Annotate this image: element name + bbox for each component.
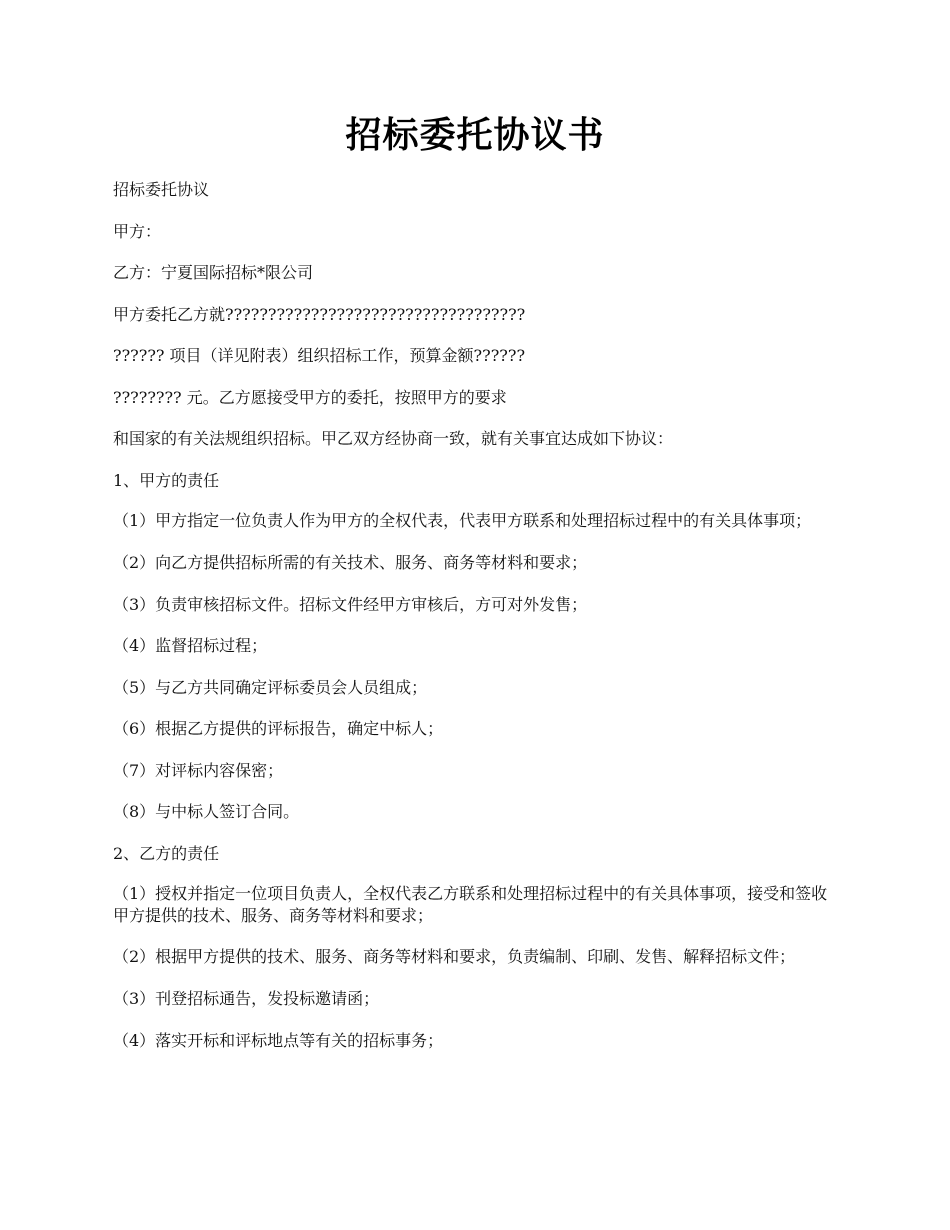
list-item: （5）与乙方共同确定评标委员会人员组成； xyxy=(113,677,428,697)
paragraph-entrust-line-2: ?????? 项目（详见附表）组织招标工作，预算金额?????? xyxy=(113,346,526,365)
document-body xyxy=(113,178,838,1070)
paragraph-party-a: 甲方： xyxy=(113,221,162,241)
paragraph-party-b: 乙方：宁夏国际招标*限公司 xyxy=(113,263,314,282)
list-item: （1）甲方指定一位负责人作为甲方的全权代表，代表甲方联系和处理招标过程中的有关具体事项； xyxy=(113,511,812,530)
paragraph-entrust-line-1: 甲方委托乙方就??????????????????????????????????? xyxy=(113,304,526,324)
list-item: （7）对评标内容保密； xyxy=(113,760,284,780)
paragraph-entrust-line-3: ???????? 元。乙方愿接受甲方的委托，按照甲方的要求 xyxy=(113,387,507,407)
list-item: （3）刊登招标通告，发投标邀请函； xyxy=(113,989,380,1008)
list-item: （4）监督招标过程； xyxy=(113,636,268,655)
section-heading-party-a-duties: 1、甲方的责任 xyxy=(113,470,220,490)
list-item: （3）负责审核招标文件。招标文件经甲方审核后，方可对外发售； xyxy=(113,594,588,614)
list-item: （4）落实开标和评标地点等有关的招标事务； xyxy=(113,1030,444,1050)
list-item: （2）向乙方提供招标所需的有关技术、服务、商务等材料和要求； xyxy=(113,553,588,572)
list-item: （2）根据甲方提供的技术、服务、商务等材料和要求，负责编制、印刷、发售、解释招标文件； xyxy=(113,947,796,966)
paragraph-subtitle: 招标委托协议 xyxy=(113,180,210,199)
list-item: （8）与中标人签订合同。 xyxy=(113,802,300,821)
list-item: （6）根据乙方提供的评标报告，确定中标人； xyxy=(113,719,444,738)
list-item: （1）授权并指定一位项目负责人，全权代表乙方联系和处理招标过程中的有关具体事项，接受和签收甲方提供的技术、服务、商务等材料和要求； xyxy=(113,884,828,925)
section-heading-party-b-duties: 2、乙方的责任 xyxy=(113,843,220,863)
paragraph-entrust-line-4: 和国家的有关法规组织招标。甲乙双方经协商一致，就有关事宜达成如下协议： xyxy=(113,429,674,448)
document-title: 招标委托协议书 xyxy=(345,115,605,156)
